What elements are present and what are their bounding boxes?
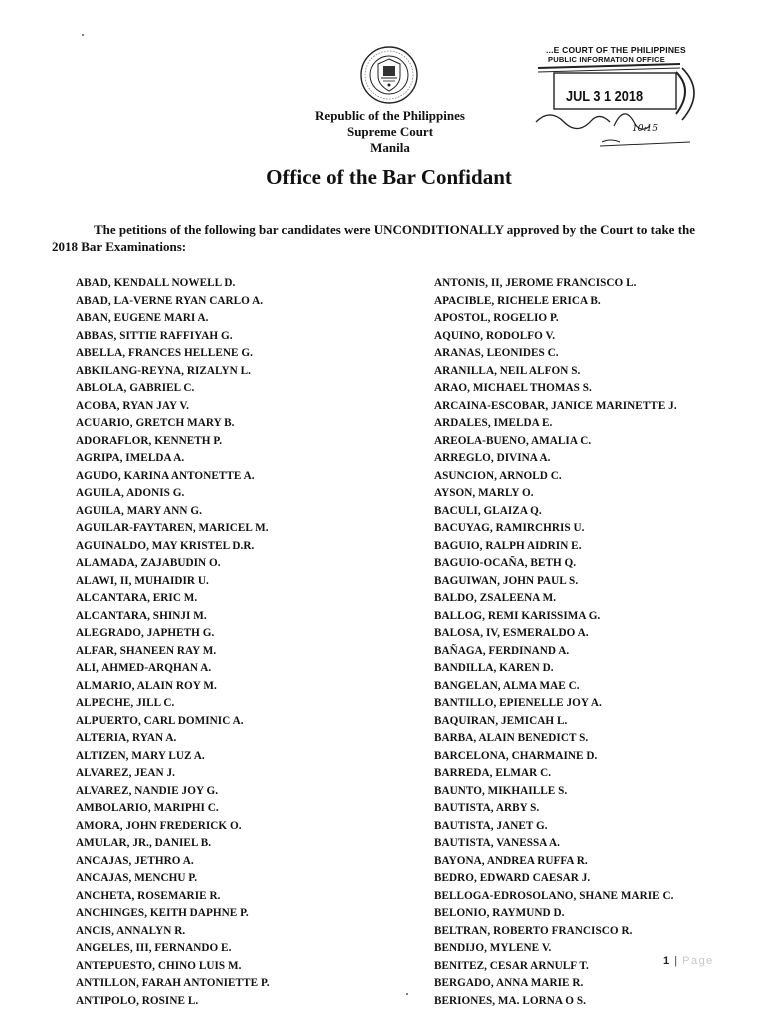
candidate-name: ALAWI, II, MUHAIDIR U. (76, 574, 209, 587)
letterhead (250, 108, 530, 156)
candidate-name: ANTONIS, II, JEROME FRANCISCO L. (434, 277, 637, 289)
candidate-name: AMBOLARIO, MARIPHI C. (76, 802, 219, 814)
candidate-name: BARREDA, ELMAR C. (434, 767, 552, 779)
candidate-name: AQUINO, RODOLFO V. (434, 329, 556, 342)
candidate-name: ALVAREZ, JEAN J. (76, 767, 176, 779)
candidate-name: BENDIJO, MYLENE V. (434, 942, 552, 954)
candidate-name: ANCHETA, ROSEMARIE R. (76, 889, 221, 902)
candidate-name: ALAMADA, ZAJABUDIN O. (76, 557, 221, 569)
scan-mark (82, 34, 84, 36)
candidate-name: BELONIO, RAYMUND D. (434, 907, 565, 919)
candidate-name: BAGUIWAN, JOHN PAUL S. (434, 574, 579, 587)
candidate-name: ALCANTARA, SHINJI M. (76, 609, 207, 622)
candidate-name: ACOBA, RYAN JAY V. (76, 399, 189, 412)
candidate-name: ALMARIO, ALAIN ROY M. (76, 679, 217, 692)
received-stamp (530, 42, 700, 152)
candidate-name: AGUILA, ADONIS G. (76, 487, 185, 499)
candidate-name: ALTIZEN, MARY LUZ A. (76, 749, 205, 762)
candidate-name: ANTILLON, FARAH ANTONIETTE P. (76, 977, 270, 989)
letterhead-court: Supreme Court (346, 124, 434, 139)
candidate-name: BAÑAGA, FERDINAND A. (434, 644, 570, 657)
candidate-name: BERIONES, MA. LORNA O S. (434, 994, 586, 1007)
candidate-name: ALPUERTO, CARL DOMINIC A. (76, 714, 244, 727)
stamp-court-name: ...E COURT OF THE PHILIPPINES (546, 45, 686, 55)
candidate-name: BAQUIRAN, JEMICAH L. (434, 714, 568, 727)
candidate-name: APACIBLE, RICHELE ERICA B. (434, 294, 601, 307)
candidate-name: BALDO, ZSALEENA M. (434, 592, 557, 604)
letterhead-republic: Republic of the Philippines (315, 108, 465, 123)
stamp-time-note: 10:15 (632, 124, 658, 134)
candidate-name: BENITEZ, CESAR ARNULF T. (434, 959, 589, 972)
candidate-name: AGUDO, KARINA ANTONETTE A. (76, 469, 255, 482)
candidate-name: BALOSA, IV, ESMERALDO A. (434, 627, 589, 639)
candidate-name: ARANILLA, NEIL ALFON S. (434, 364, 581, 377)
candidate-name: BAUNTO, MIKHAILLE S. (434, 784, 568, 797)
candidate-name: AGRIPA, IMELDA A. (76, 452, 185, 464)
candidate-name: ARAO, MICHAEL THOMAS S. (434, 382, 592, 394)
intro-paragraph (52, 221, 724, 255)
page-label: Page (682, 955, 714, 967)
candidate-name: ABELLA, FRANCES HELLENE G. (76, 347, 253, 359)
candidate-name: ARANAS, LEONIDES C. (434, 347, 559, 359)
candidate-name: BAUTISTA, VANESSA A. (434, 837, 560, 849)
candidate-name: BAYONA, ANDREA RUFFA R. (434, 854, 588, 867)
candidate-name: BANDILLA, KAREN D. (434, 662, 554, 674)
candidate-name: AMULAR, JR., DANIEL B. (76, 837, 212, 849)
candidates-column-right (434, 275, 677, 1010)
candidate-name: ALVAREZ, NANDIE JOY G. (76, 784, 219, 797)
scan-mark (406, 993, 408, 995)
candidate-name: ALTERIA, RYAN A. (76, 732, 177, 744)
candidate-name: ALEGRADO, JAPHETH G. (76, 627, 215, 639)
supreme-court-seal (359, 45, 419, 105)
candidate-name: AGUILAR-FAYTAREN, MARICEL M. (76, 522, 269, 534)
candidate-name: ANTIPOLO, ROSINE L. (76, 994, 199, 1007)
candidate-name: ANGELES, III, FERNANDO E. (76, 942, 232, 954)
candidate-name: BERGADO, ANNA MARIE R. (434, 977, 584, 989)
candidate-name: BEDRO, EDWARD CAESAR J. (434, 872, 591, 884)
candidate-name: ASUNCION, ARNOLD C. (434, 469, 562, 482)
candidate-name: ARDALES, IMELDA E. (434, 417, 553, 429)
candidate-name: BAGUIO-OCAÑA, BETH Q. (434, 557, 577, 569)
candidate-name: BACULI, GLAIZA Q. (434, 504, 542, 517)
page-title: Office of the Bar Confidant (266, 165, 512, 189)
candidate-name: BARBA, ALAIN BENEDICT S. (434, 732, 589, 744)
candidate-name: BALLOG, REMI KARISSIMA G. (434, 609, 601, 622)
candidate-name: APOSTOL, ROGELIO P. (434, 312, 559, 324)
candidate-name: BAGUIO, RALPH AIDRIN E. (434, 539, 582, 552)
candidate-name: ANCAJAS, JETHRO A. (76, 854, 194, 867)
candidate-name: BAUTISTA, JANET G. (434, 819, 548, 832)
candidate-name: BANGELAN, ALMA MAE C. (434, 679, 580, 692)
candidate-name: ANTEPUESTO, CHINO LUIS M. (76, 959, 242, 972)
candidate-name: ABKILANG-REYNA, RIZALYN L. (76, 364, 251, 377)
letterhead-city: Manila (370, 140, 410, 155)
candidate-name: BACUYAG, RAMIRCHRIS U. (434, 522, 585, 534)
page-number: 1 (663, 955, 670, 967)
candidate-name: AYSON, MARLY O. (434, 487, 534, 499)
candidate-name: BAUTISTA, ARBY S. (434, 802, 540, 814)
intro-text: The petitions of the following bar candidates were UNCONDITIONALLY approved by the Court to take the 2018 Bar Examinations: (52, 222, 696, 254)
candidate-name: ARREGLO, DIVINA A. (434, 452, 551, 464)
candidate-name: ALPECHE, JILL C. (76, 697, 175, 709)
candidate-name: ANCAJAS, MENCHU P. (76, 872, 198, 884)
page-separator: | (674, 955, 678, 967)
candidate-name: ACUARIO, GRETCH MARY B. (76, 417, 235, 429)
candidate-name: ABAD, LA-VERNE RYAN CARLO A. (76, 294, 264, 307)
candidate-name: BARCELONA, CHARMAINE D. (434, 749, 598, 762)
candidate-name: ABBAS, SITTIE RAFFIYAH G. (76, 329, 233, 342)
page-footer (663, 955, 714, 967)
candidate-name: AGUILA, MARY ANN G. (76, 504, 202, 517)
candidate-name: ANCIS, ANNALYN R. (76, 924, 186, 937)
candidate-name: BELTRAN, ROBERTO FRANCISCO R. (434, 924, 633, 937)
candidates-column-left (76, 275, 270, 1010)
candidate-name: AREOLA-BUENO, AMALIA C. (434, 434, 592, 447)
candidate-name: ALI, AHMED-ARQHAN A. (76, 662, 212, 674)
stamp-office-name: PUBLIC INFORMATION OFFICE (548, 55, 665, 64)
stamp-date: JUL 3 1 2018 (566, 88, 644, 105)
candidate-name: BANTILLO, EPIENELLE JOY A. (434, 697, 602, 709)
candidate-name: ARCAINA-ESCOBAR, JANICE MARINETTE J. (434, 399, 677, 412)
candidate-name: ADORAFLOR, KENNETH P. (76, 434, 223, 447)
candidate-name: ABAN, EUGENE MARI A. (76, 312, 209, 324)
candidate-name: ALCANTARA, ERIC M. (76, 592, 198, 604)
candidate-name: ALFAR, SHANEEN RAY M. (76, 644, 217, 657)
candidate-name: AMORA, JOHN FREDERICK O. (76, 819, 242, 832)
candidate-name: AGUINALDO, MAY KRISTEL D.R. (76, 539, 255, 552)
candidate-name: BELLOGA-EDROSOLANO, SHANE MARIE C. (434, 889, 674, 902)
candidate-name: ANCHINGES, KEITH DAPHNE P. (76, 907, 249, 919)
candidate-name: ABLOLA, GABRIEL C. (76, 382, 195, 394)
candidate-name: ABAD, KENDALL NOWELL D. (76, 277, 236, 289)
